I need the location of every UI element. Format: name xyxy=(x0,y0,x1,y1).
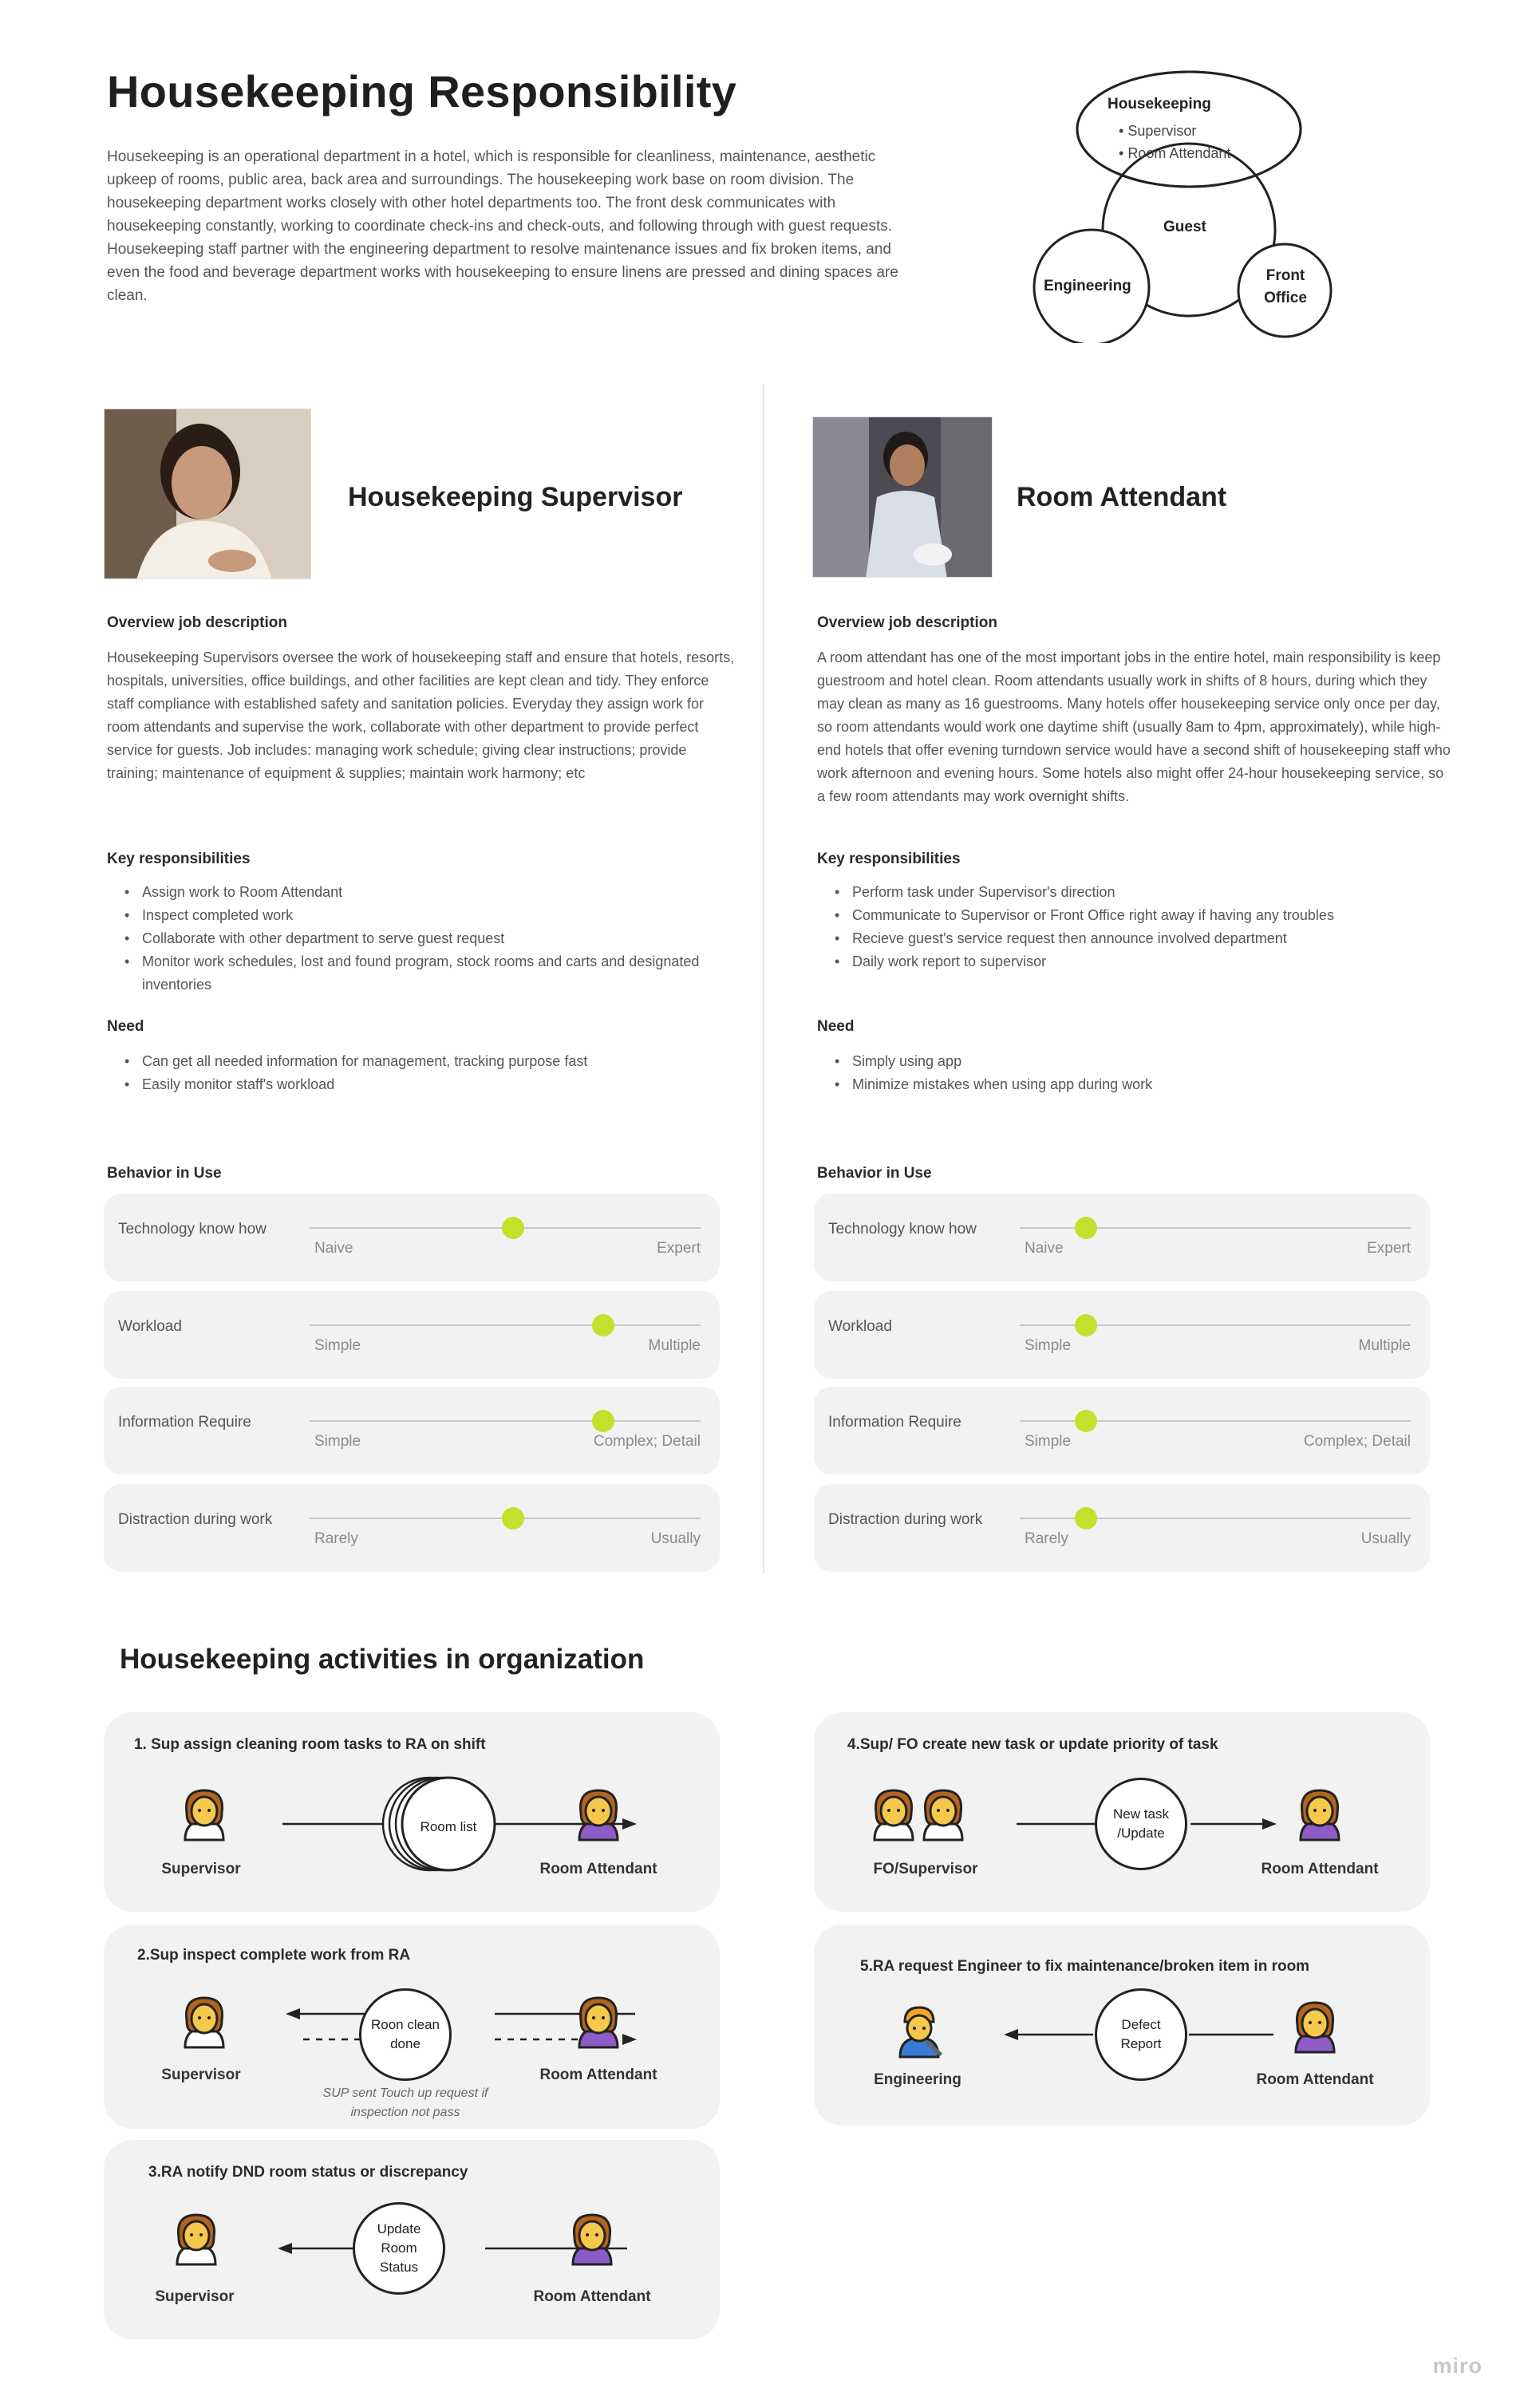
supervisor-icon xyxy=(176,1992,233,2049)
activity-right-label: Room Attendant xyxy=(1256,2071,1374,2088)
attendant-overview-heading: Overview job description xyxy=(817,614,997,631)
intro-paragraph: Housekeeping is an operational department in a hotel, which is responsible for cleanliness, maintenance, aesthetic upkeep of rooms, public area, back area and surroundings. The housekeeping work base on room division. The housekeeping department works closely with other hotel departments too. The front desk communicates with housekeeping constantly, working to coordinate check-ins and check-outs, and following through with guest requests. Housekeeping staff partner with the engineering department to resolve maintenance issues and fix broken items, and even the food and beverage department works with housekeeping to ensure linens are pressed and dining spaces are clean. xyxy=(107,148,898,304)
list-item: • Daily work report to supervisor xyxy=(817,950,1471,973)
slider-low-label: Simple xyxy=(1025,1433,1072,1450)
activities-heading: Housekeeping activities in organization xyxy=(120,1644,645,1675)
activity-card-4 xyxy=(814,1712,1430,1912)
attendant-responsibilities-heading: Key responsibilities xyxy=(817,851,961,867)
slider-low-label: Simple xyxy=(314,1337,361,1354)
slider-track xyxy=(1020,1420,1411,1422)
activity-card-1 xyxy=(104,1712,720,1912)
room-clean-done-circle: Roon clean done xyxy=(359,1988,452,2081)
venn-housekeeping-list xyxy=(1119,120,1230,164)
supervisor-need-heading: Need xyxy=(107,1018,144,1035)
room-attendant-name: Room Attendant xyxy=(1017,482,1227,512)
activity-left-label: FO/Supervisor xyxy=(873,1861,978,1877)
list-item: • Assign work to Room Attendant xyxy=(107,881,737,904)
department-relationship-diagram xyxy=(1021,56,1356,343)
room-list-circle-label: Room list xyxy=(420,1819,477,1834)
venn-guest-label: Guest xyxy=(1163,219,1206,235)
attendant-need-heading: Need xyxy=(817,1018,855,1035)
venn-housekeeping-label: Housekeeping xyxy=(1108,96,1211,113)
activity-left-label: Supervisor xyxy=(161,1861,241,1877)
defect-report-circle: Defect Report xyxy=(1095,1988,1187,2081)
slider-track xyxy=(1020,1518,1411,1519)
slider-knob[interactable] xyxy=(1075,1314,1097,1336)
slider-label: Workload xyxy=(828,1318,892,1335)
slider-knob[interactable] xyxy=(1075,1410,1097,1432)
list-item: • Monitor work schedules, lost and found program, stock rooms and carts and designated inventories xyxy=(107,950,737,997)
slider-high-label: Usually xyxy=(650,1530,701,1547)
slider-low-label: Simple xyxy=(1025,1337,1072,1354)
slider-label: Information Require xyxy=(828,1414,961,1431)
list-item: • Communicate to Supervisor or Front Office right away if having any troubles xyxy=(817,904,1471,927)
miro-watermark: miro xyxy=(1432,2354,1483,2378)
slider-low-label: Rarely xyxy=(1025,1530,1068,1547)
slider-track xyxy=(310,1227,701,1229)
room-attendant-photo xyxy=(812,416,993,578)
activity-left-label: Engineering xyxy=(874,2071,961,2088)
supervisor-slider-card xyxy=(104,1291,720,1379)
slider-low-label: Rarely xyxy=(314,1530,358,1547)
activity-right-label: Room Attendant xyxy=(539,1861,657,1877)
slider-low-label: Naive xyxy=(314,1240,353,1257)
slider-high-label: Expert xyxy=(1367,1240,1411,1257)
slider-knob[interactable] xyxy=(592,1314,614,1336)
touch-up-note: SUP sent Touch up request if inspection not pass xyxy=(322,2086,488,2119)
slider-high-label: Multiple xyxy=(1358,1337,1411,1354)
list-item: • Collaborate with other department to serve guest request xyxy=(107,927,737,950)
slider-high-label: Expert xyxy=(657,1240,701,1257)
supervisor-responsibilities-heading: Key responsibilities xyxy=(107,851,251,867)
activity-title: 1. Sup assign cleaning room tasks to RA on shift xyxy=(134,1736,486,1753)
activity-title: 4.Sup/ FO create new task or update priority of task xyxy=(847,1736,1218,1753)
list-item: • Perform task under Supervisor's direction xyxy=(817,881,1471,904)
engineer-icon xyxy=(890,2001,948,2059)
list-item: • Can get all needed information for management, tracking purpose fast xyxy=(107,1050,737,1073)
attendant-slider-card xyxy=(814,1194,1430,1281)
attendant-slider-card xyxy=(814,1387,1430,1474)
slider-high-label: Multiple xyxy=(648,1337,701,1354)
slider-track xyxy=(310,1420,701,1422)
supervisor-responsibilities-list xyxy=(107,881,737,997)
activity-card-2 xyxy=(104,1924,720,2129)
attendant-overview-text: A room attendant has one of the most important jobs in the entire hotel, main responsibility is keep guestroom and hotel clean. Room attendants usually work in shifts of 8 hours, during which they may clean as many as 16 guestrooms. Many hotels offer housekeeping service only once per day, so room attendants would work one daytime shift (usually 8am to 4pm, approximately), while high-end hotels that offer evening turndown service would have a second shift of housekeeping staff who work afternoon and evening hours. Some hotels also might offer 24-hour housekeeping service, so a few room attendants may work overnight shifts. xyxy=(817,649,1451,804)
activity-left-label: Supervisor xyxy=(161,2067,241,2083)
activity-title: 5.RA request Engineer to fix maintenance/broken item in room xyxy=(860,1958,1310,1975)
new-task-circle: New task /Update xyxy=(1095,1778,1187,1870)
page-title: Housekeeping Responsibility xyxy=(107,66,737,116)
slider-label: Workload xyxy=(118,1318,182,1335)
slider-track xyxy=(1020,1324,1411,1326)
activity-card-3 xyxy=(104,2140,720,2339)
slider-label: Information Require xyxy=(118,1414,251,1431)
supervisor-slider-card xyxy=(104,1387,720,1474)
activity-left-label: Supervisor xyxy=(155,2288,235,2305)
list-item: • Inspect completed work xyxy=(107,904,737,927)
supervisor-need-list xyxy=(107,1050,737,1096)
slider-high-label: Usually xyxy=(1360,1530,1411,1547)
slider-knob[interactable] xyxy=(1075,1217,1097,1239)
list-item: • Simply using app xyxy=(817,1050,1455,1073)
update-room-status-circle: Update Room Status xyxy=(353,2202,445,2295)
activity-card-5 xyxy=(814,1924,1430,2126)
attendant-behavior-heading: Behavior in Use xyxy=(817,1165,932,1182)
venn-front-office-label: Front Office xyxy=(1264,267,1307,306)
supervisor-overview-heading: Overview job description xyxy=(107,614,287,631)
slider-low-label: Naive xyxy=(1025,1240,1064,1257)
slider-label: Distraction during work xyxy=(118,1511,273,1528)
activity-title: 3.RA notify DND room status or discrepancy xyxy=(148,2164,468,2181)
venn-item-room-attendant: • Room Attendant xyxy=(1119,145,1231,161)
slider-low-label: Simple xyxy=(314,1433,361,1450)
slider-track xyxy=(310,1324,701,1326)
slider-track xyxy=(310,1518,701,1519)
room-attendant-icon xyxy=(570,1784,627,1842)
list-item: • Easily monitor staff's workload xyxy=(107,1073,737,1096)
supervisor-photo xyxy=(104,409,311,579)
slider-label: Distraction during work xyxy=(828,1511,983,1528)
activity-right-label: Room Attendant xyxy=(1261,1861,1379,1877)
attendant-slider-card xyxy=(814,1291,1430,1379)
activity-title: 2.Sup inspect complete work from RA xyxy=(137,1947,411,1964)
slider-knob[interactable] xyxy=(1075,1507,1097,1530)
slider-knob[interactable] xyxy=(502,1507,524,1530)
supervisor-icon xyxy=(914,1784,972,1842)
column-divider xyxy=(763,385,764,1573)
supervisor-name: Housekeeping Supervisor xyxy=(348,482,683,512)
activity-right-label: Room Attendant xyxy=(533,2288,651,2305)
attendant-responsibilities-list xyxy=(817,881,1471,973)
slider-track xyxy=(1020,1227,1411,1229)
venn-engineering-label: Engineering xyxy=(1044,278,1131,294)
slider-knob[interactable] xyxy=(502,1217,524,1239)
venn-item-supervisor: • Supervisor xyxy=(1119,123,1197,139)
supervisor-slider-card xyxy=(104,1484,720,1572)
supervisor-overview-text: Housekeeping Supervisors oversee the work of housekeeping staff and ensure that hotels, resorts, hospitals, universities, office buildings, and other facilities are kept clean and tidy. They enforce staff compliance with established safety and sanitation policies. Everyday they assign work for room attendants and supervise the work, collaborate with other department to provide perfect service for guests. Job includes: managing work schedule; giving clear instructions; provide training; maintenance of equipment & supplies; maintain work harmony; etc xyxy=(107,649,735,781)
room-attendant-icon xyxy=(1291,1784,1348,1842)
slider-high-label: Complex; Detail xyxy=(593,1433,701,1450)
supervisor-behavior-heading: Behavior in Use xyxy=(107,1165,222,1182)
activity-right-label: Room Attendant xyxy=(539,2067,657,2083)
slider-label: Technology know how xyxy=(118,1221,267,1238)
supervisor-icon xyxy=(176,1784,233,1842)
supervisor-slider-card xyxy=(104,1194,720,1281)
slider-knob[interactable] xyxy=(592,1410,614,1432)
attendant-slider-card xyxy=(814,1484,1430,1572)
list-item: • Minimize mistakes when using app during work xyxy=(817,1073,1455,1096)
supervisor-icon xyxy=(168,2209,225,2266)
room-attendant-icon xyxy=(570,1992,627,2049)
attendant-need-list xyxy=(817,1050,1455,1096)
room-attendant-icon xyxy=(563,2209,621,2266)
slider-label: Technology know how xyxy=(828,1221,977,1238)
room-attendant-icon xyxy=(1286,1996,1344,2054)
slider-high-label: Complex; Detail xyxy=(1303,1433,1411,1450)
list-item: • Recieve guest's service request then announce involved department xyxy=(817,927,1471,950)
